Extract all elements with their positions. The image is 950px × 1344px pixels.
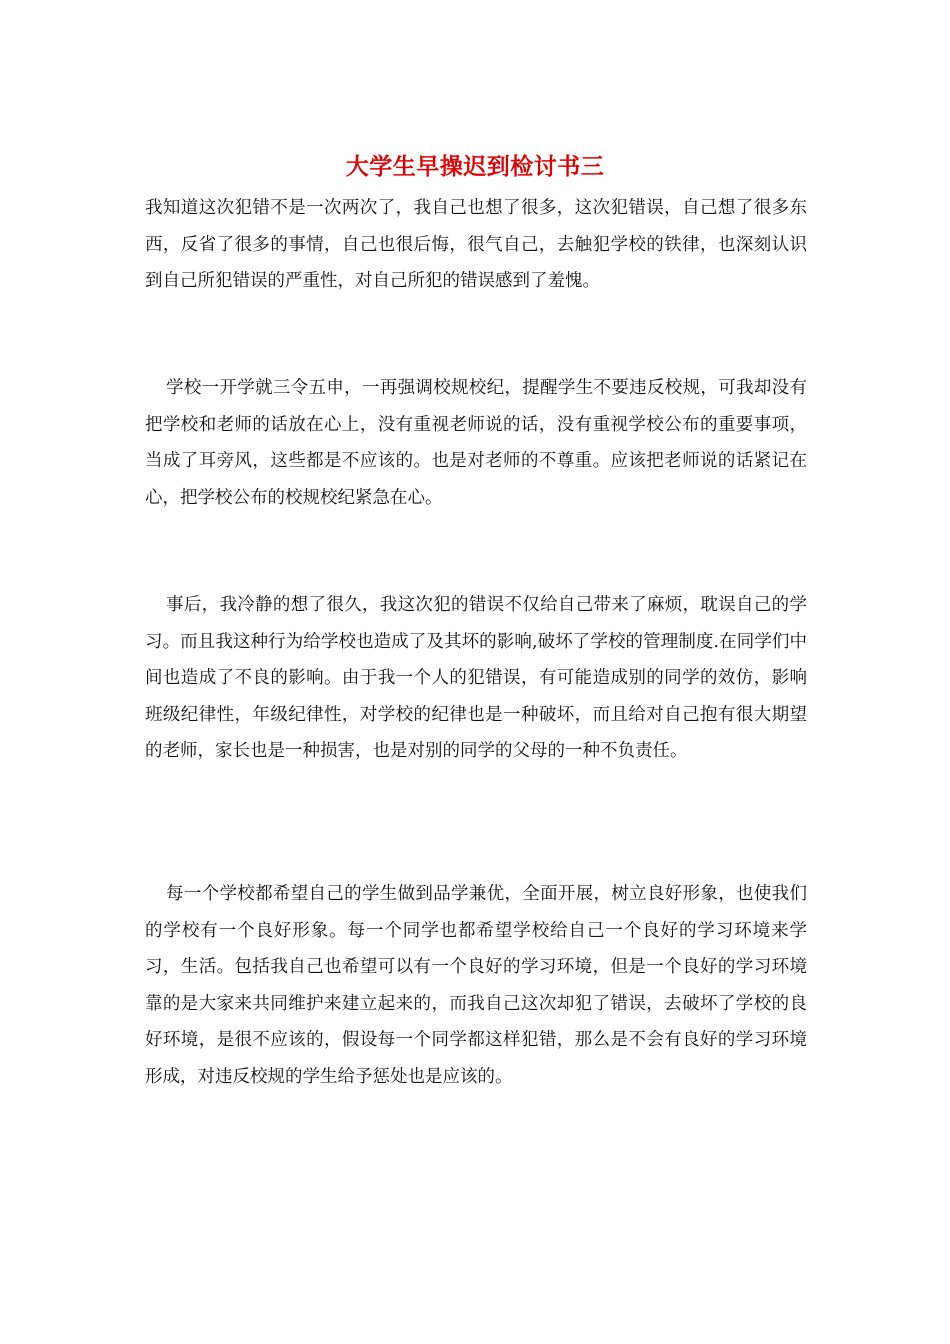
document-title: 大学生早操迟到检讨书三	[345, 153, 605, 180]
paragraph-2: 学校一开学就三令五申，一再强调校规校纪，提醒学生不要违反校规，可我却没有把学校和老师的话放在心上，没有重视老师说的话，没有重视学校公布的重要事项，当成了耳旁风，这些都是不应该的。也是对老师的不尊重。应该把老师说的话紧记在心，把学校公布的校规校纪紧急在心。	[145, 378, 807, 508]
paragraph-1: 我知道这次犯错不是一次两次了，我自己也想了很多，这次犯错误，自己想了很多东西，反省了很多的事情，自己也很后悔，很气自己，去触犯学校的铁律，也深刻认识到自己所犯错误的严重性，对自己所犯的错误感到了羞愧。	[145, 198, 807, 291]
paragraph-4: 每一个学校都希望自己的学生做到品学兼优，全面开展，树立良好形象，也使我们的学校有一个良好形象。每一个同学也都希望学校给自己一个良好的学习环境来学习，生活。包括我自己也希望可以有一个良好的学习环境，但是一个良好的学习环境靠的是大家来共同维护来建立起来的，而我自己这次却犯了错误，去破坏了学校的良好环境，是很不应该的，假设每一个同学都这样犯错，那么是不会有良好的学习环境形成，对违反校规的学生给予惩处也是应该的。	[145, 884, 807, 1087]
paragraph-3: 事后，我冷静的想了很久，我这次犯的错误不仅给自己带来了麻烦，耽误自己的学习。而且我这种行为给学校也造成了及其坏的影响,破坏了学校的管理制度.在同学们中间也造成了不良的影响。由于我一个人的犯错误，有可能造成别的同学的效仿，影响班级纪律性，年级纪律性，对学校的纪律也是一种破坏，而且给对自己抱有很大期望的老师，家长也是一种损害，也是对别的同学的父母的一种不负责任。	[145, 595, 807, 761]
